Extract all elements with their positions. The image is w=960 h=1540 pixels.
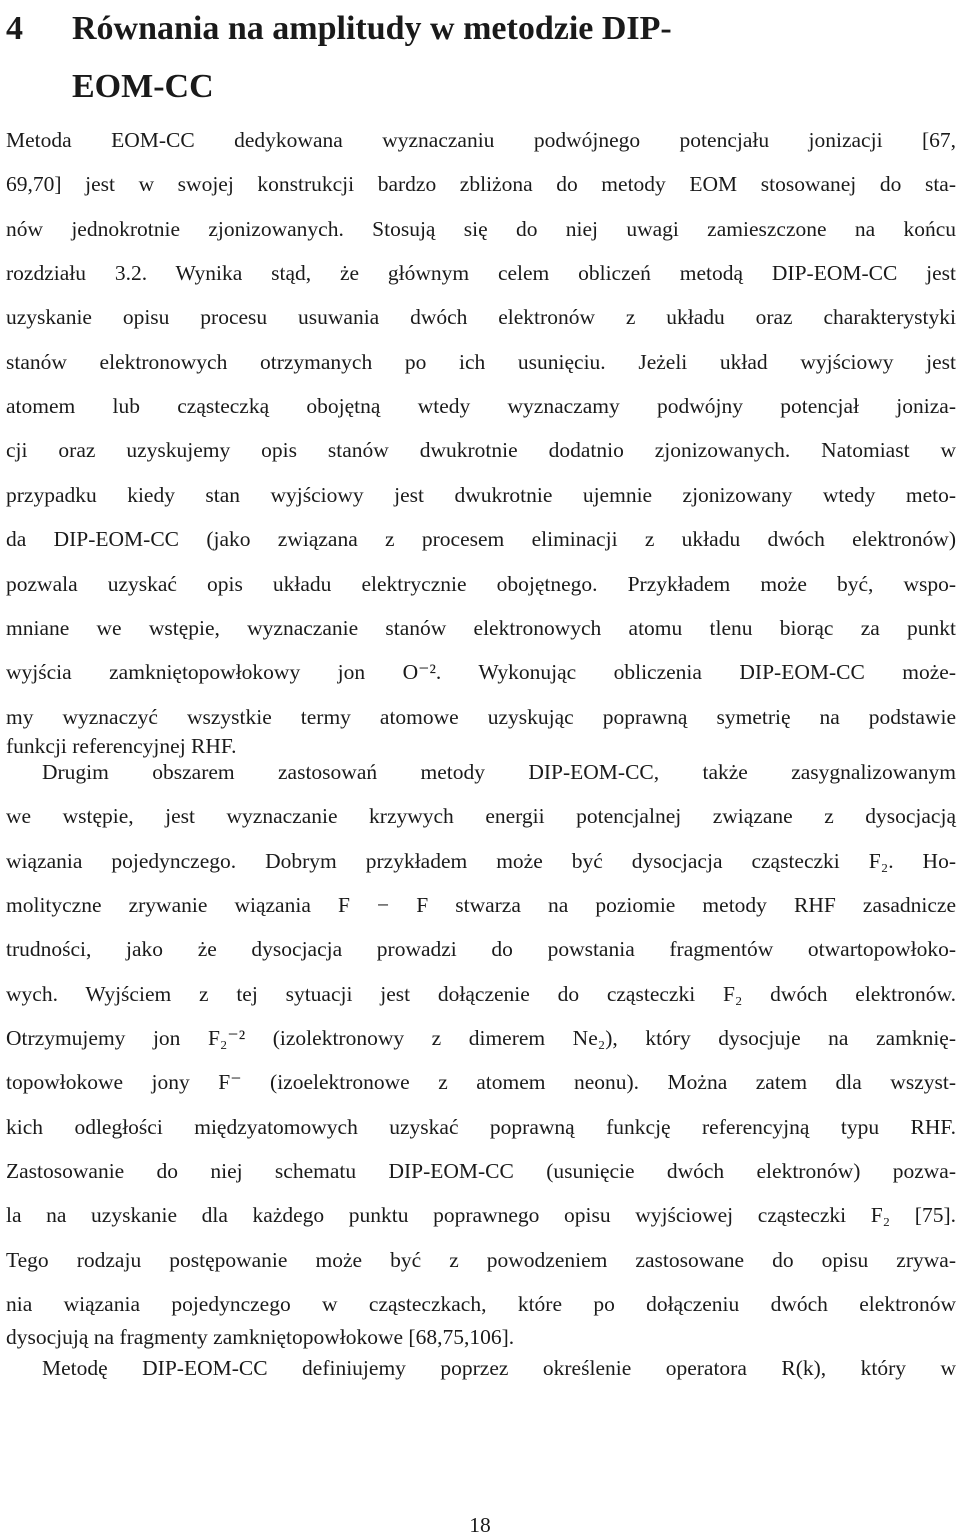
paragraph-1-line: 69,70] jest w swojej konstrukcji bardzo zbliżona do metody EOM stosowanej do sta-	[6, 172, 956, 196]
paragraph-2-line: la na uzyskanie dla każdego punktu poprawnego opisu wyjściowej cząsteczki F₂ [75].	[6, 1203, 956, 1227]
paragraph-2-line: dysocjują na fragmenty zamkniętopowłokowe [68,75,106].	[6, 1325, 515, 1349]
paragraph-1-line: atomem lub cząsteczką obojętną wtedy wyznaczamy podwójny potencjał joniza-	[6, 394, 956, 418]
paragraph-1-line: Metoda EOM-CC dedykowana wyznaczaniu podwójnego potencjału jonizacji [67,	[6, 128, 956, 152]
paragraph-1-line: wyjścia zamkniętopowłokowy jon O⁻². Wykonując obliczenia DIP-EOM-CC może-	[6, 660, 956, 684]
paragraph-2-line: we wstępie, jest wyznaczanie krzywych energii potencjalnej związane z dysocjacją	[6, 804, 956, 828]
paragraph-1-line: cji oraz uzyskujemy opis stanów dwukrotnie dodatnio zjonizowanych. Natomiast w	[6, 438, 956, 462]
section-title-line2: EOM-CC	[72, 68, 214, 105]
paragraph-2-line: Drugim obszarem zastosowań metody DIP-EOM-CC, także zasygnalizowanym	[42, 760, 956, 784]
paragraph-1-line: uzyskanie opisu procesu usuwania dwóch elektronów z układu oraz charakterystyki	[6, 305, 956, 329]
paragraph-2-line: molityczne zrywanie wiązania F − F stwarza na poziomie metody RHF zasadnicze	[6, 893, 956, 917]
section-number: 4	[6, 10, 23, 47]
paragraph-2-line: nia wiązania pojedynczego w cząsteczkach, które po dołączeniu dwóch elektronów	[6, 1292, 956, 1316]
paragraph-1-line: da DIP-EOM-CC (jako związana z procesem eliminacji z układu dwóch elektronów)	[6, 527, 956, 551]
paragraph-2-line: Otrzymujemy jon F₂⁻² (izolektronowy z dimerem Ne₂), który dysocjuje na zamknię-	[6, 1026, 956, 1050]
paragraph-2-line: trudności, jako że dysocjacja prowadzi do powstania fragmentów otwartopowłoko-	[6, 937, 956, 961]
paragraph-1-line: stanów elektronowych otrzymanych po ich usunięciu. Jeżeli układ wyjściowy jest	[6, 350, 956, 374]
paragraph-2-line: topowłokowe jony F⁻ (izoelektronowe z atomem neonu). Można zatem dla wszyst-	[6, 1070, 956, 1094]
paragraph-2-line: Tego rodzaju postępowanie może być z powodzeniem zastosowane do opisu zrywa-	[6, 1248, 956, 1272]
page-number: 18	[469, 1513, 491, 1537]
section-heading	[6, 0, 956, 116]
paragraph-2-line: kich odległości międzyatomowych uzyskać poprawną funkcję referencyjną typu RHF.	[6, 1115, 956, 1139]
paragraph-1-line: nów jednokrotnie zjonizowanych. Stosują się do niej uwagi zamieszczone na końcu	[6, 217, 956, 241]
paragraph-3-line: Metodę DIP-EOM-CC definiujemy poprzez określenie operatora R(k), który w	[42, 1356, 956, 1380]
paragraph-2-line: wych. Wyjściem z tej sytuacji jest dołączenie do cząsteczki F₂ dwóch elektronów.	[6, 982, 956, 1006]
paragraph-1-line: mniane we wstępie, wyznaczanie stanów elektronowych atomu tlenu biorąc za punkt	[6, 616, 956, 640]
paragraph-1-line: my wyznaczyć wszystkie termy atomowe uzyskując poprawną symetrię na podstawie	[6, 705, 956, 729]
section-title-line1: Równania na amplitudy w metodzie DIP-	[72, 10, 672, 47]
paragraph-1-line: funkcji referencyjnej RHF.	[6, 734, 237, 758]
paragraph-1-line: pozwala uzyskać opis układu elektrycznie obojętnego. Przykładem może być, wspo-	[6, 572, 956, 596]
paragraph-2-line: wiązania pojedynczego. Dobrym przykładem może być dysocjacja cząsteczki F₂. Ho-	[6, 849, 956, 873]
paragraph-1-line: przypadku kiedy stan wyjściowy jest dwukrotnie ujemnie zjonizowany wtedy meto-	[6, 483, 956, 507]
paragraph-1-line: rozdziału 3.2. Wynika stąd, że głównym celem obliczeń metodą DIP-EOM-CC jest	[6, 261, 956, 285]
paragraph-2-line: Zastosowanie do niej schematu DIP-EOM-CC (usunięcie dwóch elektronów) pozwa-	[6, 1159, 956, 1183]
